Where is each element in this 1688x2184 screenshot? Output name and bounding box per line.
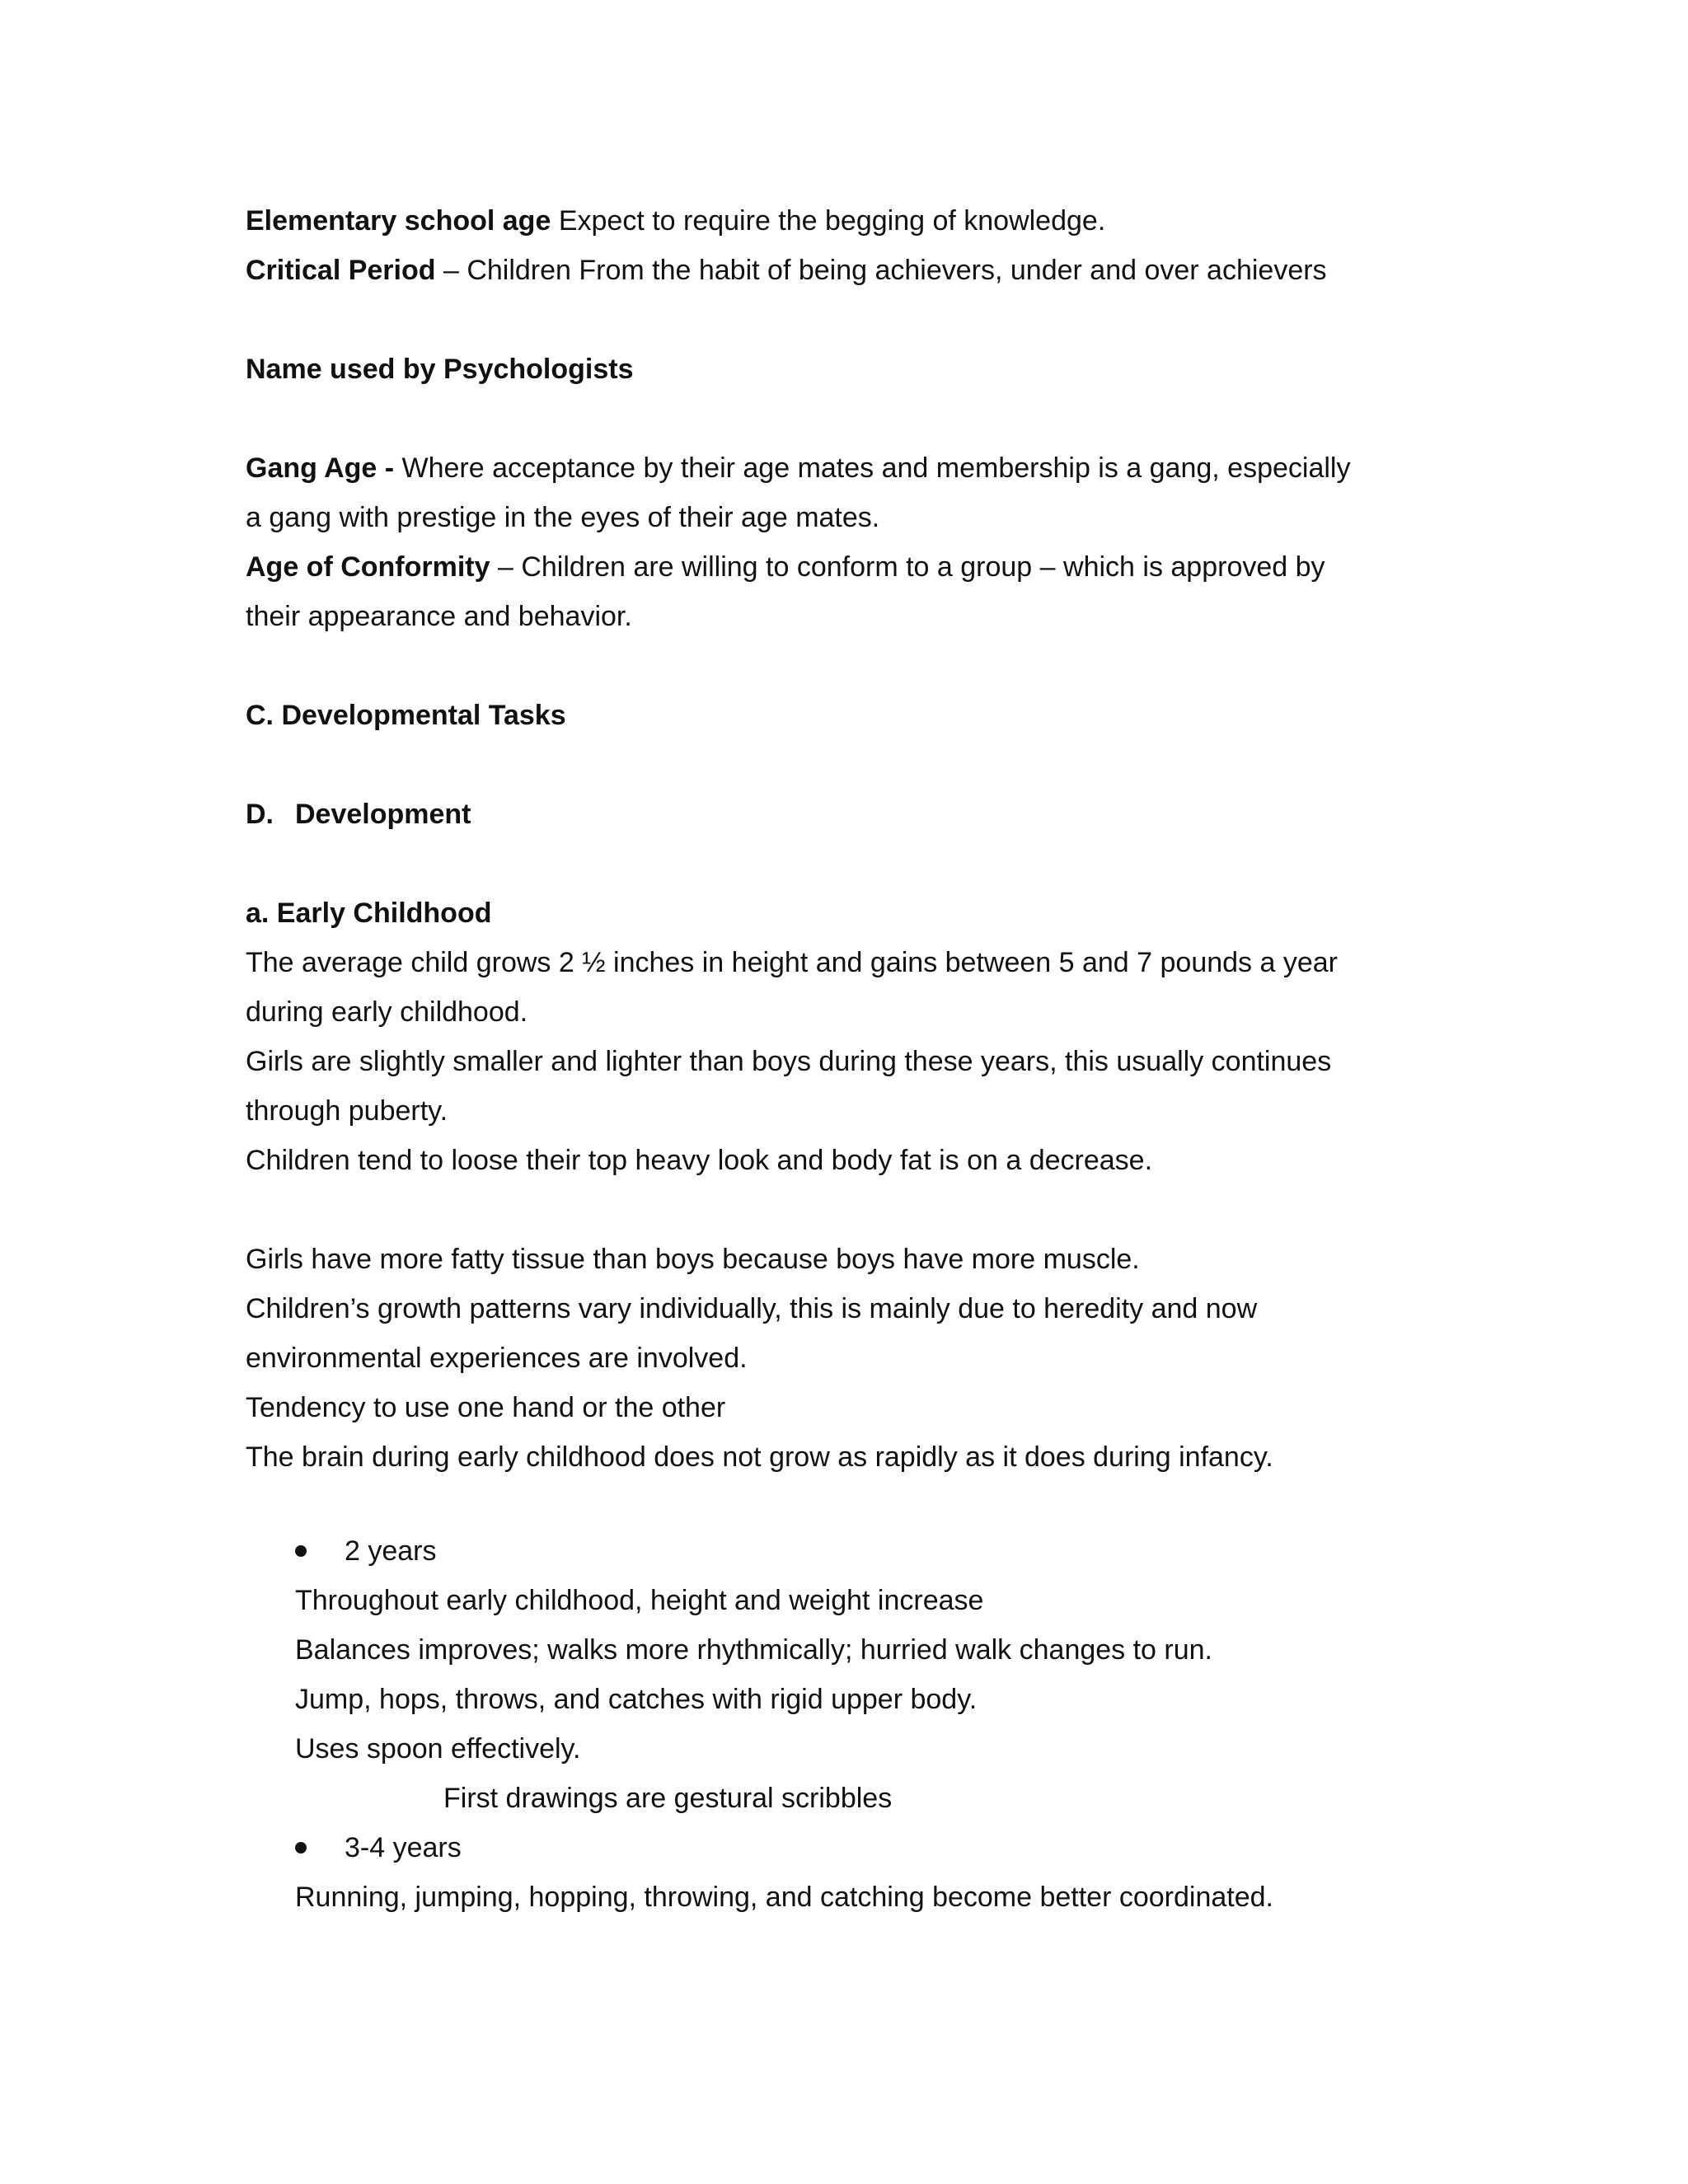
gang-age-text-continued: a gang with prestige in the eyes of their age mates. bbox=[246, 502, 880, 533]
critical-period-term: Critical Period bbox=[246, 255, 436, 286]
elementary-school-age-text: Expect to require the begging of knowledge. bbox=[551, 205, 1106, 237]
milestone-line: Uses spoon effectively. bbox=[295, 1733, 581, 1765]
age-of-conformity-text: – Children are willing to conform to a group – which is approved by bbox=[490, 551, 1325, 583]
age-of-conformity-line bbox=[246, 549, 1325, 585]
bullet-icon bbox=[295, 1545, 307, 1557]
section-d-letter: D. bbox=[246, 799, 274, 830]
paragraph-line: Girls are slightly smaller and lighter than boys during these years, this usually continues bbox=[246, 1046, 1332, 1077]
paragraph-line: The average child grows 2 ½ inches in height and gains between 5 and 7 pounds a year bbox=[246, 947, 1339, 978]
milestone-line: Running, jumping, hopping, throwing, and catching become better coordinated. bbox=[295, 1882, 1273, 1913]
milestone-line: Jump, hops, throws, and catches with rigid upper body. bbox=[295, 1684, 978, 1715]
paragraph-line: during early childhood. bbox=[246, 996, 528, 1028]
critical-period-line bbox=[246, 252, 1327, 288]
section-c-heading: C. Developmental Tasks bbox=[246, 700, 566, 731]
paragraph-line: Children’s growth patterns vary individually, this is mainly due to heredity and now bbox=[246, 1293, 1258, 1324]
early-childhood-heading: a. Early Childhood bbox=[246, 898, 492, 929]
names-heading: Name used by Psychologists bbox=[246, 354, 634, 385]
three-four-years-label: 3-4 years bbox=[345, 1832, 462, 1863]
critical-period-text: – Children From the habit of being achievers, under and over achievers bbox=[435, 255, 1327, 286]
age-of-conformity-text-continued: their appearance and behavior. bbox=[246, 601, 632, 632]
elementary-school-age-line bbox=[246, 203, 1105, 239]
paragraph-line: Children tend to loose their top heavy look and body fat is on a decrease. bbox=[246, 1145, 1153, 1176]
paragraph-line: Girls have more fatty tissue than boys because boys have more muscle. bbox=[246, 1244, 1140, 1275]
gang-age-term: Gang Age - bbox=[246, 452, 395, 484]
paragraph-line: Tendency to use one hand or the other bbox=[246, 1392, 726, 1423]
section-d-title: Development bbox=[295, 799, 471, 830]
paragraph-line: through puberty. bbox=[246, 1095, 448, 1127]
milestone-indented-line: First drawings are gestural scribbles bbox=[443, 1783, 893, 1814]
gang-age-text: Where acceptance by their age mates and membership is a gang, especially bbox=[394, 452, 1351, 484]
paragraph-line: The brain during early childhood does not grow as rapidly as it does during infancy. bbox=[246, 1441, 1273, 1473]
milestone-line: Throughout early childhood, height and weight increase bbox=[295, 1585, 984, 1616]
section-d-heading bbox=[246, 796, 471, 832]
paragraph-line: environmental experiences are involved. bbox=[246, 1343, 748, 1374]
elementary-school-age-term: Elementary school age bbox=[246, 205, 551, 237]
milestone-line: Balances improves; walks more rhythmically; hurried walk changes to run. bbox=[295, 1634, 1213, 1666]
age-of-conformity-term: Age of Conformity bbox=[246, 551, 490, 583]
bullet-icon bbox=[295, 1842, 307, 1854]
two-years-label: 2 years bbox=[345, 1535, 437, 1567]
gang-age-line bbox=[246, 450, 1350, 486]
